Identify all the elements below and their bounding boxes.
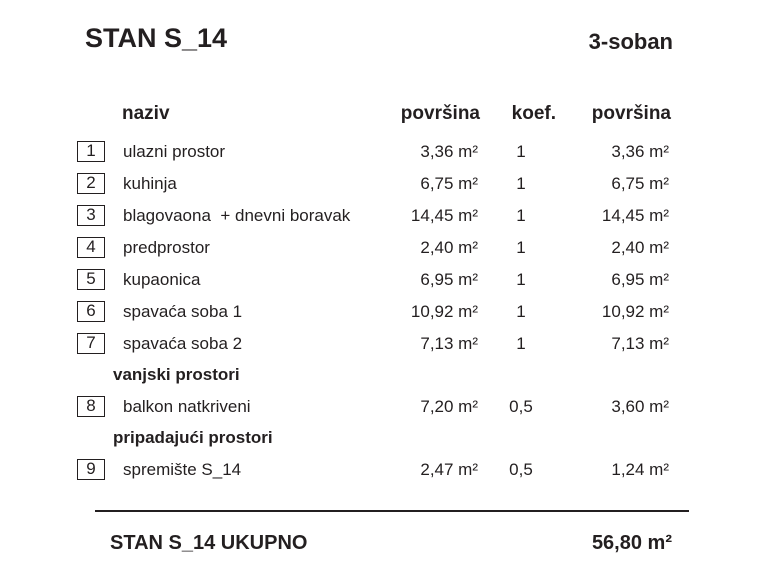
room-name: kupaonica xyxy=(123,270,201,289)
room-coefficient: 1 xyxy=(516,238,526,257)
section-heading-ancillary xyxy=(0,424,768,455)
room-number: 2 xyxy=(77,173,105,194)
room-area: 10,92 m² xyxy=(410,302,478,321)
room-area: 2,40 m² xyxy=(420,238,478,257)
room-coefficient: 1 xyxy=(516,142,526,161)
room-number: 1 xyxy=(77,141,105,162)
room-coefficient: 1 xyxy=(516,206,526,225)
room-number: 5 xyxy=(77,269,105,290)
room-area: 6,75 m² xyxy=(420,174,478,193)
room-area-total: 14,45 m² xyxy=(601,206,669,225)
section-heading-label: pripadajući prostori xyxy=(113,428,273,447)
room-coefficient: 1 xyxy=(516,302,526,321)
table-row xyxy=(0,169,768,201)
room-area-total: 3,60 m² xyxy=(611,397,669,416)
column-header-area-total: površina xyxy=(591,103,671,124)
table-row xyxy=(0,329,768,361)
table-row xyxy=(0,455,768,487)
table-row xyxy=(0,137,768,169)
room-number: 4 xyxy=(77,237,105,258)
room-area: 7,13 m² xyxy=(420,334,478,353)
table-row xyxy=(0,265,768,297)
room-area-total: 1,24 m² xyxy=(611,460,669,479)
room-name: kuhinja xyxy=(123,174,177,193)
room-area: 2,47 m² xyxy=(420,460,478,479)
room-name: predprostor xyxy=(123,238,210,257)
room-area: 7,20 m² xyxy=(420,397,478,416)
room-area-total: 7,13 m² xyxy=(611,334,669,353)
room-area-total: 10,92 m² xyxy=(601,302,669,321)
room-name: ulazni prostor xyxy=(123,142,226,161)
page-title: STAN S_14 xyxy=(85,23,228,53)
room-number: 6 xyxy=(77,301,105,322)
room-area-total: 6,75 m² xyxy=(611,174,669,193)
table-row xyxy=(0,392,768,424)
summary-divider xyxy=(95,510,689,512)
room-area: 14,45 m² xyxy=(410,206,478,225)
room-area: 6,95 m² xyxy=(420,270,478,289)
room-number: 7 xyxy=(77,333,105,354)
room-number: 3 xyxy=(77,205,105,226)
room-name: balkon natkriveni xyxy=(123,397,251,416)
room-area-total: 2,40 m² xyxy=(611,238,669,257)
section-heading-label: vanjski prostori xyxy=(113,365,240,384)
table-row xyxy=(0,201,768,233)
room-coefficient: 0,5 xyxy=(509,397,533,416)
room-area: 3,36 m² xyxy=(420,142,478,161)
column-header-coefficient: koef. xyxy=(511,103,556,124)
room-name: spavaća soba 2 xyxy=(123,334,243,353)
room-number: 8 xyxy=(77,396,105,417)
summary-total: 56,80 m² xyxy=(591,532,672,554)
room-coefficient: 1 xyxy=(516,174,526,193)
rooms-type-label: 3-soban xyxy=(588,29,673,54)
room-table xyxy=(0,137,768,487)
room-coefficient: 0,5 xyxy=(509,460,533,479)
table-row xyxy=(0,233,768,265)
room-name: spremište S_14 xyxy=(123,460,242,479)
summary-label: STAN S_14 UKUPNO xyxy=(110,532,308,554)
column-header-name: naziv xyxy=(122,103,170,124)
room-area-total: 3,36 m² xyxy=(611,142,669,161)
column-header-area: površina xyxy=(400,103,480,124)
room-area-total: 6,95 m² xyxy=(611,270,669,289)
room-number: 9 xyxy=(77,459,105,480)
table-row xyxy=(0,297,768,329)
section-heading-outdoor xyxy=(0,361,768,392)
room-coefficient: 1 xyxy=(516,270,526,289)
room-name: spavaća soba 1 xyxy=(123,302,243,321)
room-coefficient: 1 xyxy=(516,334,526,353)
room-name: blagovaona + dnevni boravak xyxy=(123,206,351,225)
